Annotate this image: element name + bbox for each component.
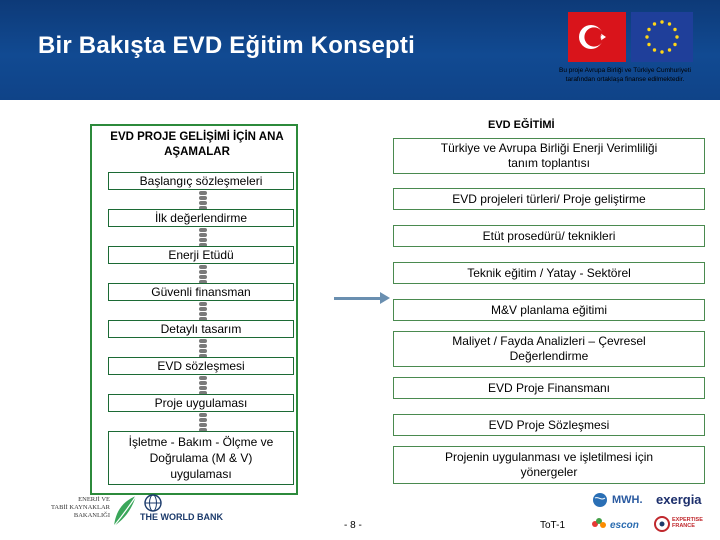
connector-arrow-icon [380,292,390,304]
step-connector-dots [196,191,210,211]
phase-step-line: Doğrulama (M & V) [149,451,253,465]
step-connector-dots [196,339,210,359]
phase-step: Proje uygulaması [108,394,294,412]
training-module [393,299,705,321]
expertise-logo-line: EXPERTISE [672,517,703,523]
expertise-france-icon [654,515,670,533]
mwh-logo: MWH. [612,494,643,506]
step-connector-dots [196,228,210,248]
expertise-logo-line: FRANCE [672,523,695,529]
step-connector-dots [196,376,210,396]
phases-title-line: EVD PROJE GELİŞİMİ İÇİN ANA [110,131,284,143]
training-module-line: yönergeler [520,465,578,479]
training-module-line: tanım toplantısı [507,156,591,170]
training-module [393,138,705,174]
training-module-line: Maliyet / Fayda Analizleri – Çevresel [452,334,646,348]
ministry-logo-line: TABİİ KAYNAKLAR [50,504,110,511]
eu-flag-icon [631,12,693,62]
training-module-line: Türkiye ve Avrupa Birliği Enerji Verimliliği [440,141,658,155]
phase-step: EVD sözleşmesi [108,357,294,375]
phase-step-line: İşletme - Bakım - Ölçme ve [128,435,274,449]
training-module-line: Değerlendirme [509,349,589,363]
training-module [393,331,705,367]
leaf-logo-icon [112,494,138,528]
page-number: - 8 - [344,520,362,531]
training-module-line: M&V planlama eğitimi [490,302,608,317]
phases-panel-title [92,130,302,160]
ministry-logo-line: BAKANLIĞI [73,512,110,519]
page-title: Bir Bakışta EVD Eğitim Konsepti [38,32,415,59]
training-module-line: Teknik eğitim / Yatay - Sektörel [467,265,631,280]
training-module-line: EVD Proje Sözleşmesi [488,417,610,432]
training-module-line: Projenin uygulanması ve işletilmesi için [444,450,654,464]
training-module-line: EVD projeleri türleri/ Proje geliştirme [452,191,646,206]
phase-step-line: uygulaması [170,467,232,481]
phases-title-line: AŞAMALAR [164,146,230,158]
escon-icon [590,516,608,532]
phase-step: İlk değerlendirme [108,209,294,227]
connector-arrow-line [334,297,384,300]
world-bank-logo: THE WORLD BANK [140,512,223,522]
world-bank-globe-icon [142,494,164,512]
training-module [393,446,705,484]
funding-note-line: tarafından ortaklaşa finanse edilmektedir. [565,76,685,83]
step-connector-dots [196,265,210,285]
training-module-line: EVD Proje Finansmanı [487,380,611,395]
phase-step: Başlangıç sözleşmeleri [108,172,294,190]
training-module [393,225,705,247]
training-module-line: Etüt prosedürü/ teknikleri [482,228,616,243]
phase-step-om-mv [108,431,294,485]
step-connector-dots [196,413,210,433]
turkey-flag-icon [568,12,626,62]
funding-note-line: Bu proje Avrupa Birliği ve Türkiye Cumhuriyeti [559,67,691,74]
exergia-logo: exergia [656,492,702,507]
phase-step: Detaylı tasarım [108,320,294,338]
ministry-logo [30,496,110,520]
funding-note [540,66,710,84]
mwh-globe-icon [592,492,608,508]
step-connector-dots [196,302,210,322]
training-module [393,262,705,284]
escon-logo: escon [610,520,639,531]
expertise-france-logo [672,517,703,529]
training-module [393,188,705,210]
training-module [393,414,705,436]
document-code: ToT-1 [540,520,566,531]
phase-step: Güvenli finansman [108,283,294,301]
section-heading: EVD EĞİTİMİ [488,119,555,131]
phase-step: Enerji Etüdü [108,246,294,264]
ministry-logo-line: ENERJİ VE [78,496,110,503]
training-module [393,377,705,399]
